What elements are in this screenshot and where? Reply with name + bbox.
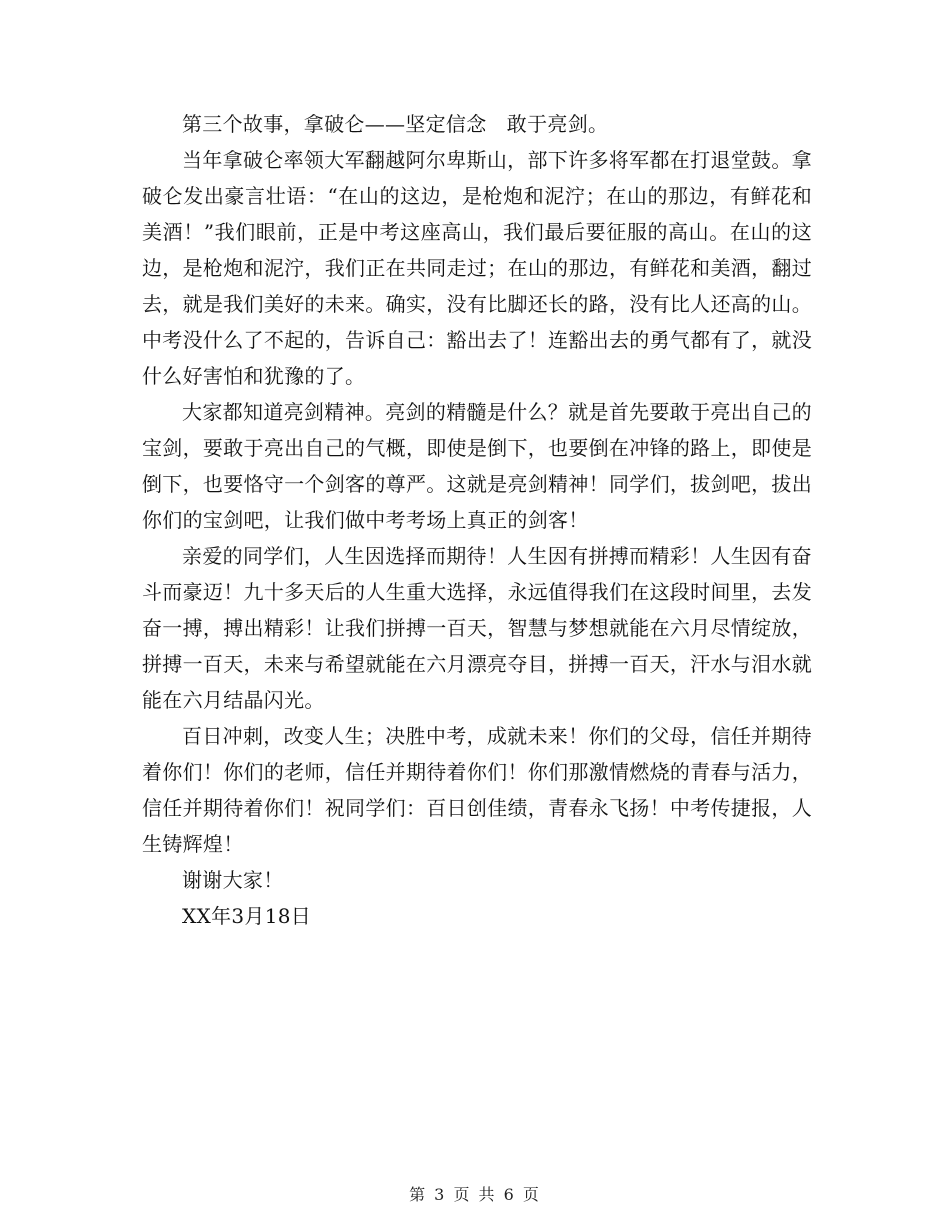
paragraph-story-title: 第三个故事，拿破仑——坚定信念 敢于亮剑。 [182, 112, 609, 136]
paragraph-napoleon-alps: 当年拿破仑率领大军翻越阿尔卑斯山，部下许多将军都在打退堂鼓。拿破仑发出豪言壮语：“在山的这边，是枪炮和泥泞；在山的那边，有鲜花和美酒！”我们眼前，正是中考这座高山，我们最后要征服的高山。在山的这边，是枪炮和泥泞，我们正在共同走过；在山的那边，有鲜花和美酒，翻过去，就是我们美好的未来。确实，没有比脚还长的路，没有比人还高的山。中考没什么了不起的，告诉自己：豁出去了！连豁出去的勇气都有了，就没什么好害怕和犹豫的了。 [142, 148, 812, 388]
paragraph-dear-students: 亲爱的同学们，人生因选择而期待！人生因有拼搏而精彩！人生因有奋斗而豪迈！九十多天后的人生重大选择，永远值得我们在这段时间里，去发奋一搏，搏出精彩！让我们拼搏一百天，智慧与梦想就能在六月尽情绽放，拼搏一百天，未来与希望就能在六月漂亮夺目，拼搏一百天，汗水与泪水就能在六月结晶闪光。 [142, 544, 812, 712]
paragraph-sword-spirit: 大家都知道亮剑精神。亮剑的精髓是什么？就是首先要敢于亮出自己的宝剑，要敢于亮出自己的气概，即使是倒下，也要倒在冲锋的路上，即使是倒下，也要恪守一个剑客的尊严。这就是亮剑精神！同学们，拔剑吧，拔出你们的宝剑吧，让我们做中考考场上真正的剑客！ [142, 400, 812, 532]
paragraph-date: XX年3月18日 [182, 904, 312, 928]
document-body [142, 106, 812, 934]
paragraph-hundred-days: 百日冲刺，改变人生；决胜中考，成就未来！你们的父母，信任并期待着你们！你们的老师，信任并期待着你们！你们那激情燃烧的青春与活力，信任并期待着你们！祝同学们：百日创佳绩，青春永飞扬！中考传捷报，人生铸辉煌！ [142, 724, 812, 856]
page-number-footer: 第 3 页 共 6 页 [409, 1185, 541, 1204]
paragraph-thanks: 谢谢大家！ [182, 868, 284, 892]
